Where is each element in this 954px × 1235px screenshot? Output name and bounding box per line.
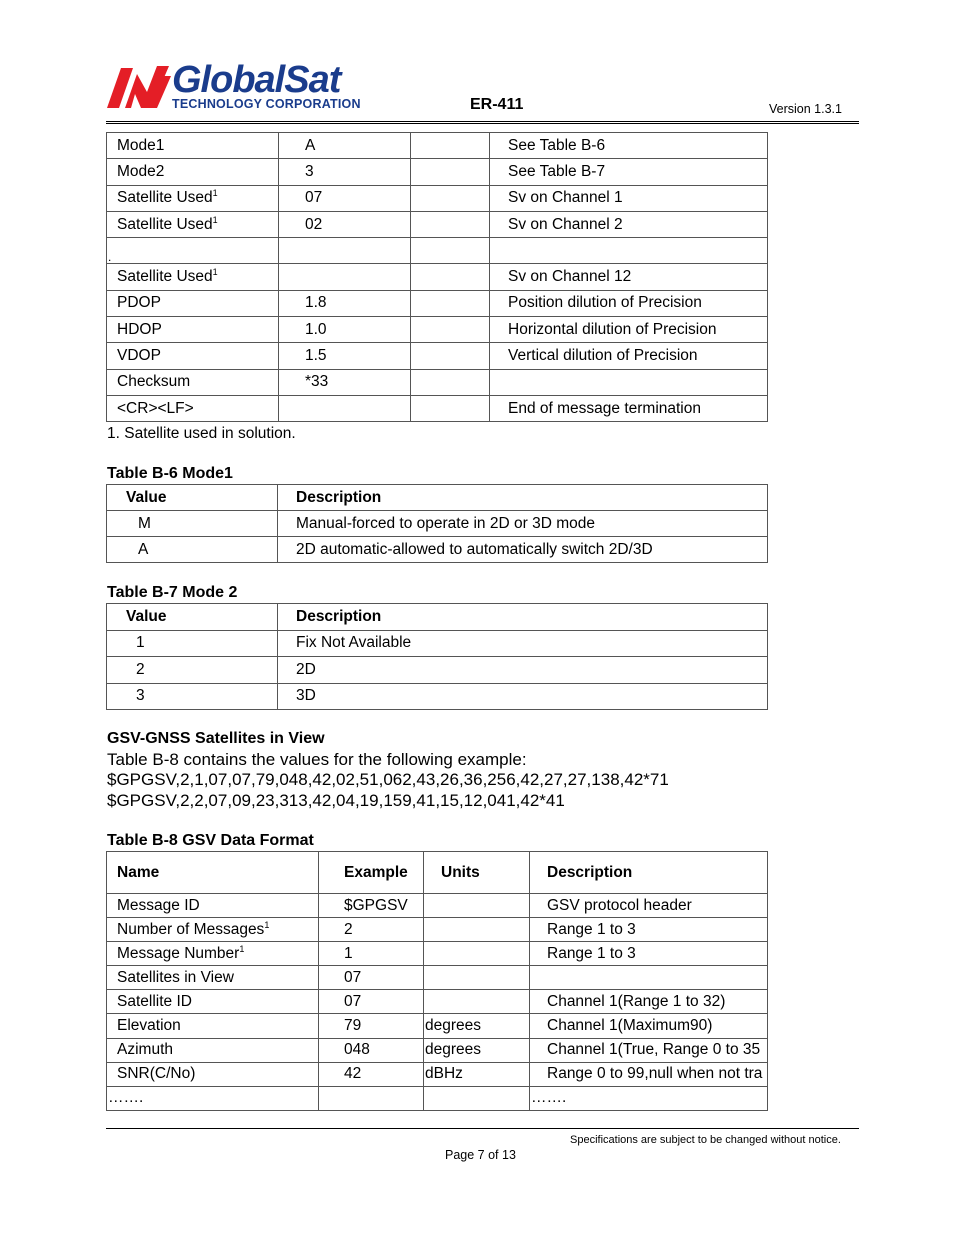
cell-name: Satellite Used$^1$	[107, 211, 279, 237]
cell-example	[319, 1086, 424, 1110]
cell-name: Message ID	[107, 894, 319, 918]
cell-units	[411, 133, 490, 159]
logo-mark-icon	[107, 62, 177, 112]
cell-name: Satellite Used$^1$	[107, 185, 279, 211]
cell-example: 07	[319, 990, 424, 1014]
table-row	[107, 630, 768, 657]
footer-notice: Specifications are subject to be changed without notice.	[570, 1134, 841, 1146]
cell-description: Vertical dilution of Precision	[490, 343, 768, 369]
cell-description	[530, 966, 768, 990]
table-row	[107, 264, 768, 290]
document-title: ER-411	[470, 96, 524, 113]
column-header-name: Name	[107, 852, 319, 894]
cell-units	[411, 211, 490, 237]
cell-name: Azimuth	[107, 1038, 319, 1062]
cell-description: Channel 1(Range 1 to 32)	[530, 990, 768, 1014]
cell-description: …….	[530, 1086, 768, 1110]
cell-example: 1.8	[279, 290, 411, 316]
table-row	[107, 1062, 768, 1086]
column-header-value: Value	[107, 604, 278, 631]
cell-name: Message Number$^1$	[107, 942, 319, 966]
cell-name: Satellite Used$^1$	[107, 264, 279, 290]
gsv-section-heading: GSV-GNSS Satellites in View	[107, 730, 325, 747]
cell-description: Channel 1(True, Range 0 to 35	[530, 1038, 768, 1062]
column-header-description: Description	[278, 485, 768, 511]
cell-description: 2D automatic-allowed to automatically switch 2D/3D	[278, 537, 768, 563]
cell-description: Position dilution of Precision	[490, 290, 768, 316]
cell-name: Mode2	[107, 159, 279, 185]
logo-wordmark: GlobalSat	[172, 59, 341, 101]
cell-description: Channel 1(Maximum90)	[530, 1014, 768, 1038]
cell-name: Satellite ID	[107, 990, 319, 1014]
cell-units	[424, 918, 530, 942]
table-b8-caption: Table B-8 GSV Data Format	[107, 832, 314, 849]
table-row	[107, 185, 768, 211]
gsv-intro-text: Table B-8 contains the values for the following example:	[107, 750, 527, 769]
cell-units	[424, 966, 530, 990]
table-row	[107, 317, 768, 343]
cell-description: 2D	[278, 657, 768, 684]
cell-name: <CR><LF>	[107, 395, 279, 421]
cell-units	[411, 238, 490, 264]
table-row	[107, 894, 768, 918]
table-row	[107, 942, 768, 966]
footer-divider	[106, 1128, 859, 1129]
cell-description: Sv on Channel 2	[490, 211, 768, 237]
table-row	[107, 159, 768, 185]
cell-name: …….	[107, 1086, 319, 1110]
cell-value: A	[107, 537, 278, 563]
cell-example: 07	[319, 966, 424, 990]
cell-name: PDOP	[107, 290, 279, 316]
table-header-row	[107, 604, 768, 631]
table-row	[107, 966, 768, 990]
cell-units	[411, 185, 490, 211]
gsv-example-line-1: $GPGSV,2,1,07,07,79,048,42,02,51,062,43,26,36,256,42,27,27,138,42*71	[107, 770, 669, 789]
table-row	[107, 133, 768, 159]
cell-name: SNR(C/No)	[107, 1062, 319, 1086]
table-row	[107, 511, 768, 537]
cell-description: See Table B-7	[490, 159, 768, 185]
table-row	[107, 657, 768, 684]
cell-name: Mode1	[107, 133, 279, 159]
cell-units	[411, 395, 490, 421]
header-divider	[106, 121, 859, 124]
table-row	[107, 238, 768, 264]
cell-units	[424, 894, 530, 918]
cell-name: Number of Messages$^1$	[107, 918, 319, 942]
cell-example	[279, 238, 411, 264]
table-row	[107, 918, 768, 942]
table-row	[107, 395, 768, 421]
cell-description: Range 1 to 3	[530, 918, 768, 942]
cell-units	[411, 159, 490, 185]
table-b8-gsv-data-format	[106, 851, 768, 1111]
cell-example	[279, 264, 411, 290]
table-row	[107, 990, 768, 1014]
cell-units	[424, 1086, 530, 1110]
cell-name: VDOP	[107, 343, 279, 369]
cell-example: $GPGSV	[319, 894, 424, 918]
cell-units	[411, 317, 490, 343]
table-row	[107, 1038, 768, 1062]
table-b6-mode1	[106, 484, 768, 563]
gsv-example-line-2: $GPGSV,2,2,07,09,23,313,42,04,19,159,41,15,12,041,42*41	[107, 791, 565, 810]
cell-units: dBHz	[424, 1062, 530, 1086]
document-version: Version 1.3.1	[769, 102, 842, 116]
cell-description: Manual-forced to operate in 2D or 3D mode	[278, 511, 768, 537]
cell-units	[424, 990, 530, 1014]
cell-units	[411, 369, 490, 395]
cell-example: 07	[279, 185, 411, 211]
cell-description	[490, 369, 768, 395]
cell-description: Sv on Channel 1	[490, 185, 768, 211]
cell-value: M	[107, 511, 278, 537]
cell-description: Horizontal dilution of Precision	[490, 317, 768, 343]
cell-example: 1.5	[279, 343, 411, 369]
cell-description: Sv on Channel 12	[490, 264, 768, 290]
cell-name: HDOP	[107, 317, 279, 343]
cell-name: Satellites in View	[107, 966, 319, 990]
cell-example: 1.0	[279, 317, 411, 343]
cell-units	[411, 264, 490, 290]
logo-subtitle: TECHNOLOGY CORPORATION	[172, 97, 361, 111]
cell-description: 3D	[278, 683, 768, 710]
cell-units	[411, 343, 490, 369]
column-header-units: Units	[424, 852, 530, 894]
table-row	[107, 369, 768, 395]
cell-name: .	[107, 238, 279, 264]
cell-example	[279, 395, 411, 421]
cell-example: 79	[319, 1014, 424, 1038]
table-b7-caption: Table B-7 Mode 2	[107, 584, 238, 601]
cell-description: Fix Not Available	[278, 630, 768, 657]
cell-name: Elevation	[107, 1014, 319, 1038]
cell-example: 42	[319, 1062, 424, 1086]
cell-description: Range 1 to 3	[530, 942, 768, 966]
table-b6-caption: Table B-6 Mode1	[107, 465, 233, 482]
cell-description: GSV protocol header	[530, 894, 768, 918]
table-row	[107, 211, 768, 237]
cell-description: Range 0 to 99,null when not tra	[530, 1062, 768, 1086]
table-row	[107, 683, 768, 710]
cell-value: 2	[107, 657, 278, 684]
table-row	[107, 1086, 768, 1110]
gga-continuation-table	[106, 132, 768, 422]
table-row	[107, 290, 768, 316]
table-row	[107, 343, 768, 369]
cell-value: 1	[107, 630, 278, 657]
cell-example: *33	[279, 369, 411, 395]
cell-description: See Table B-6	[490, 133, 768, 159]
table-header-row	[107, 485, 768, 511]
cell-units	[424, 942, 530, 966]
column-header-value: Value	[107, 485, 278, 511]
cell-description	[490, 238, 768, 264]
cell-units	[411, 290, 490, 316]
column-header-description: Description	[530, 852, 768, 894]
cell-description: End of message termination	[490, 395, 768, 421]
cell-units: degrees	[424, 1014, 530, 1038]
table-row	[107, 1014, 768, 1038]
cell-example: 02	[279, 211, 411, 237]
cell-example: 1	[319, 942, 424, 966]
gga-footnote: 1. Satellite used in solution.	[107, 425, 296, 442]
cell-example: 048	[319, 1038, 424, 1062]
cell-units: degrees	[424, 1038, 530, 1062]
page-number: Page 7 of 13	[445, 1148, 516, 1162]
cell-value: 3	[107, 683, 278, 710]
column-header-example: Example	[319, 852, 424, 894]
column-header-description: Description	[278, 604, 768, 631]
table-header-row	[107, 852, 768, 894]
cell-name: Checksum	[107, 369, 279, 395]
cell-example: A	[279, 133, 411, 159]
table-b7-mode2	[106, 603, 768, 710]
cell-example: 3	[279, 159, 411, 185]
table-row	[107, 537, 768, 563]
cell-example: 2	[319, 918, 424, 942]
